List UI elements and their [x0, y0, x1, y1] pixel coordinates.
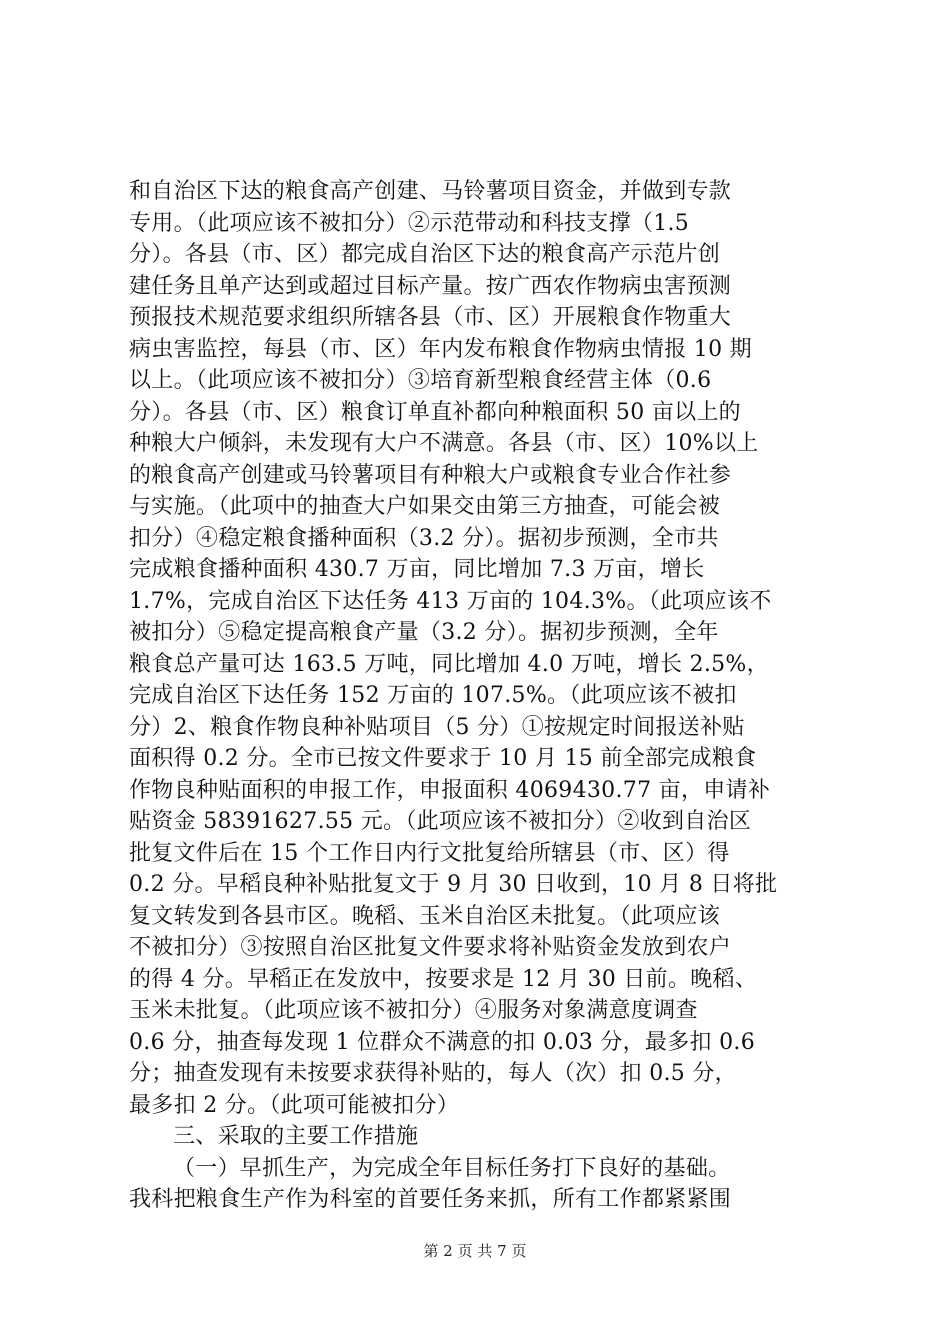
text-line: 0.2 分。早稻良种补贴批复文于 9 月 30 日收到，10 月 8 日将批: [129, 872, 778, 897]
text-line: 玉米未批复。（此项应该不被扣分）④服务对象满意度调查: [129, 998, 698, 1023]
text-line: 分）。各县（市、区）都完成自治区下达的粮食高产示范片创: [129, 242, 721, 267]
text-line: 不被扣分）③按照自治区批复文件要求将补贴资金发放到农户: [129, 935, 732, 960]
page-number-footer: 第 2 页 共 7 页: [423, 1242, 527, 1260]
text-line: 的得 4 分。早稻正在发放中，按要求是 12 月 30 日前。晚稻、: [129, 966, 758, 992]
text-line: 以上。（此项应该不被扣分）③培育新型粮食经营主体（0.6: [129, 368, 712, 393]
text-line: 和自治区下达的粮食高产创建、马铃薯项目资金，并做到专款: [129, 179, 732, 204]
text-line: 病虫害监控，每县（市、区）年内发布粮食作物病虫情报 10 期: [129, 336, 752, 362]
text-line: 扣分）④稳定粮食播种面积（3.2 分）。据初步预测，全市共: [129, 525, 719, 551]
text-line: 预报技术规范要求组织所辖各县（市、区）开展粮食作物重大: [129, 305, 732, 330]
text-line: 分）。各县（市、区）粮食订单直补都向种粮面积 50 亩以上的: [129, 399, 741, 425]
text-line: 0.6 分，抽查每发现 1 位群众不满意的扣 0.03 分，最多扣 0.6: [129, 1029, 756, 1055]
text-line: 作物良种贴面积的申报工作，申报面积 4069430.77 亩，申请补: [129, 777, 771, 803]
text-line: 分；抽查发现有未按要求获得补贴的，每人（次）扣 0.5 分，: [129, 1061, 737, 1086]
section-heading: 三、采取的主要工作措施: [173, 1124, 419, 1149]
text-line: 完成粮食播种面积 430.7 万亩，同比增加 7.3 万亩，增长: [129, 557, 705, 582]
text-line: 我科把粮食生产作为科室的首要任务来抓，所有工作都紧紧围: [129, 1187, 732, 1212]
text-line: 完成自治区下达任务 152 万亩的 107.5%。（此项应该不被扣: [129, 683, 737, 708]
text-line: 1.7%，完成自治区下达任务 413 万亩的 104.3%。（此项应该不: [129, 588, 772, 614]
text-line: 粮食总产量可达 163.5 万吨，同比增加 4.0 万吨，增长 2.5%，: [129, 651, 769, 677]
document-body: [129, 176, 829, 1216]
text-line: 贴资金 58391627.55 元。（此项应该不被扣分）②收到自治区: [129, 809, 752, 834]
text-line: 专用。（此项应该不被扣分）②示范带动和科技支撑（1.5: [129, 210, 690, 236]
text-line: 复文转发到各县市区。晚稻、玉米自治区未批复。（此项应该: [129, 903, 721, 929]
text-line: 与实施。（此项中的抽查大户如果交由第三方抽查，可能会被: [129, 494, 721, 519]
text-line: 面积得 0.2 分。全市已按文件要求于 10 月 15 前全部完成粮食: [129, 746, 757, 771]
text-line: 分）2、粮食作物良种补贴项目（5 分）①按规定时间报送补贴: [129, 714, 745, 740]
text-line: 批复文件后在 15 个工作日内行文批复给所辖县（市、区）得: [129, 840, 730, 866]
text-line: 种粮大户倾斜，未发现有大户不满意。各县（市、区）10%以上: [129, 431, 759, 456]
text-line: 最多扣 2 分。（此项可能被扣分）: [129, 1092, 460, 1118]
text-line: 建任务且单产达到或超过目标产量。按广西农作物病虫害预测: [129, 273, 732, 299]
text-line: 被扣分）⑤稳定提高粮食产量（3.2 分）。据初步预测，全年: [129, 620, 719, 645]
subsection-line: （一）早抓生产，为完成全年目标任务打下良好的基础。: [173, 1155, 731, 1181]
text-line: 的粮食高产创建或马铃薯项目有种粮大户或粮食专业合作社参: [129, 462, 732, 488]
